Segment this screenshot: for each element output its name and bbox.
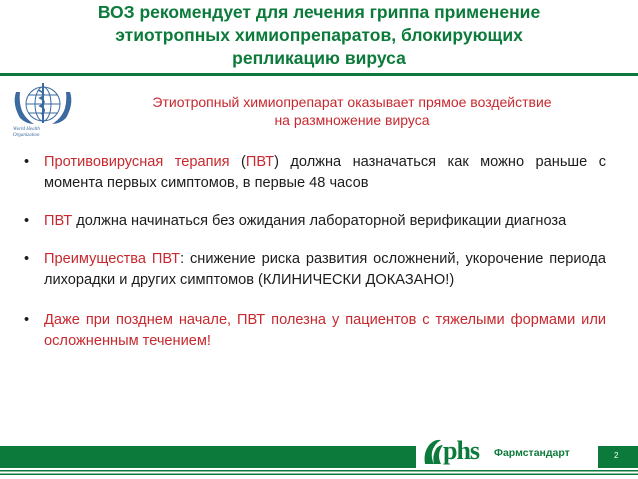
bullet-2-highlight: ПВТ (44, 213, 73, 229)
who-organization-name (13, 127, 73, 139)
footer-stripes (0, 470, 638, 476)
subtitle-line-2: на размножение вируса (274, 112, 430, 128)
brand-mark: phs (443, 436, 480, 465)
brand-name: Фармстандарт (494, 447, 570, 459)
bullet-item (44, 152, 606, 194)
subtitle-line-1: Этиотропный химиопрепарат оказывает прямое воздействие (152, 94, 552, 110)
page-number: 2 (614, 451, 619, 460)
subtitle (82, 93, 622, 129)
bullet-item (44, 211, 606, 232)
pharmstandard-logo-icon (422, 438, 444, 466)
bullet-1-abbr: ПВТ (245, 154, 275, 170)
who-org-line-2: Organization (13, 133, 40, 138)
slide-title-line-3: репликацию вируса (232, 48, 406, 68)
bullet-4-text: Даже при позднем начале, ПВТ полезна у пациентов с тяжелыми формами или осложненным течением! (44, 312, 606, 349)
title-divider (0, 73, 638, 76)
bullet-list (44, 152, 606, 352)
bullet-2-text: должна начинаться без ожидания лабораторной верификации диагноза (72, 213, 567, 229)
bullet-item (44, 249, 606, 291)
bullet-3-text: : снижение риска развития осложнений, укорочение периода лихорадки и других симптомов (КЛИНИЧЕСКИ ДОКАЗАНО!) (44, 251, 606, 288)
bullet-item (44, 310, 606, 352)
slide-title-line-2: этиотропных химиопрепаратов, блокирующих (115, 25, 523, 45)
bullet-1-highlight: Противовирусная терапия (44, 154, 230, 170)
slide-title (20, 1, 618, 70)
slide-title-line-1: ВОЗ рекомендует для лечения гриппа применение (97, 2, 541, 22)
bullet-1-text-b: ) должна назначаться как можно раньше с момента первых симптомов, в первые 48 часов (44, 154, 606, 191)
bullet-1-text-a: ( (229, 154, 246, 170)
who-org-line-1: World Health (13, 127, 40, 132)
bullet-3-highlight: Преимущества ПВТ (44, 251, 181, 267)
